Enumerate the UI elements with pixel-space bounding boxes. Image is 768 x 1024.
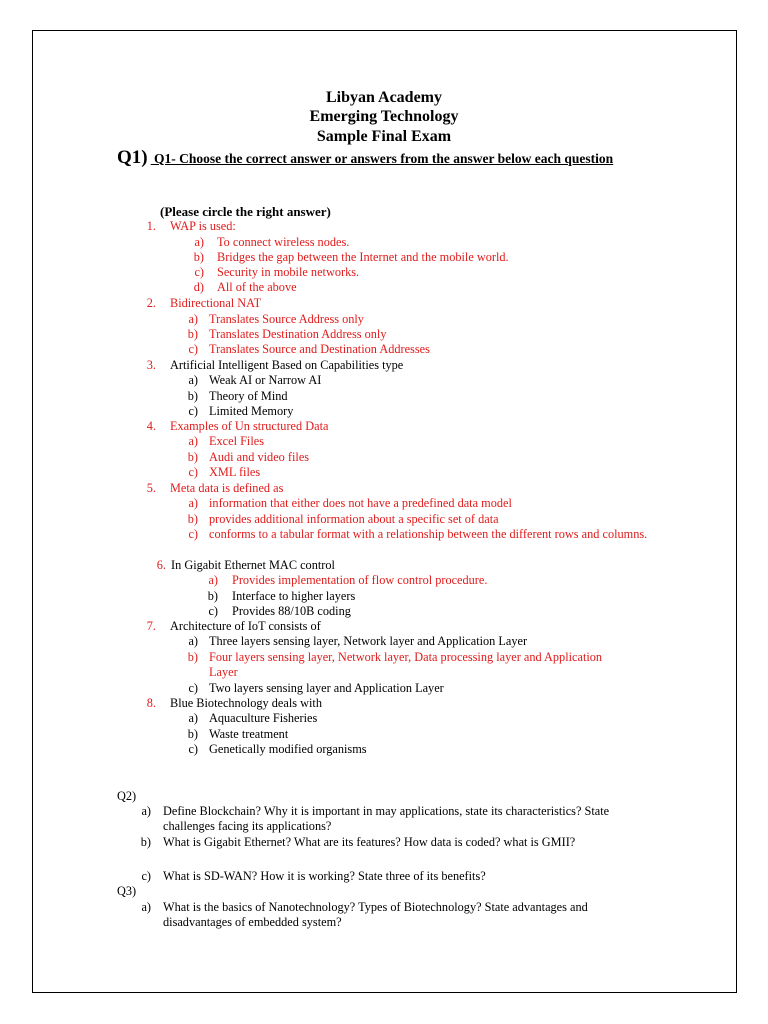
institution-title: Libyan Academy bbox=[325, 89, 442, 106]
q2-label: Q2) bbox=[117, 789, 137, 803]
q1-note: (Please circle the right answer) bbox=[160, 204, 331, 219]
q3-label: Q3) bbox=[117, 884, 137, 898]
exam-title: Sample Final Exam bbox=[316, 128, 452, 145]
q1-label: Q1) bbox=[117, 147, 148, 168]
course-title: Emerging Technology bbox=[309, 108, 459, 125]
q1-instruction: Q1- Choose the correct answer or answers from the answer below each question bbox=[150, 151, 614, 166]
q1-header bbox=[117, 147, 677, 168]
